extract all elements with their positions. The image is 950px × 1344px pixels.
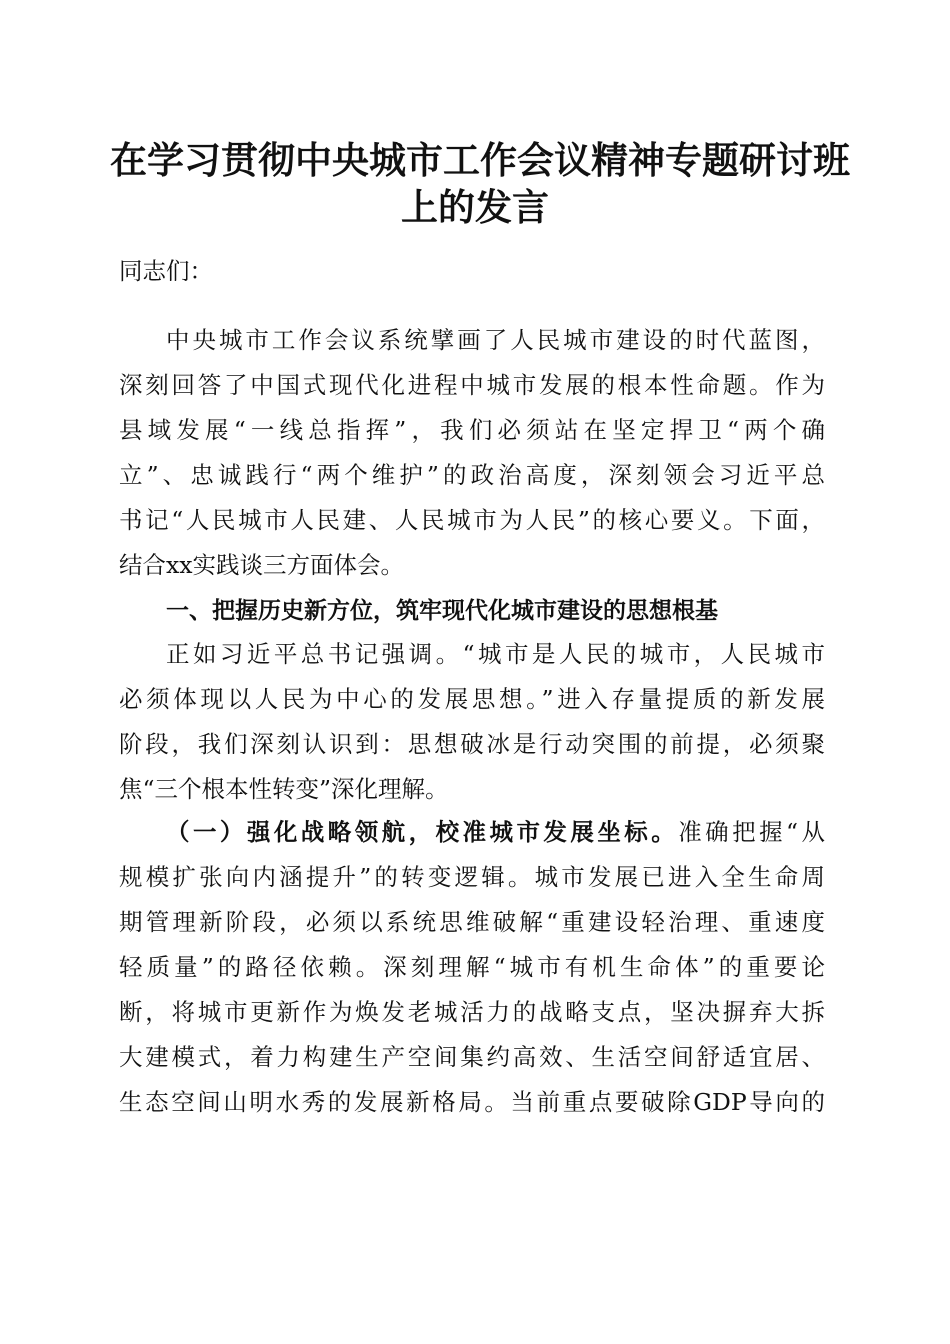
paragraph-3-line-7: 生态空间山明水秀的发展新格局。当前重点要破除GDP导向的 (119, 1088, 825, 1116)
paragraph-2-line-2: 必须体现以人民为中心的发展思想。”进入存量提质的新发展 (119, 685, 825, 713)
document-title-line-1: 在学习贯彻中央城市工作会议精神专题研讨班 (110, 138, 850, 182)
paragraph-3-line-1-rest: 准确把握“从 (678, 818, 826, 846)
paragraph-3-line-6: 大建模式，着力构建生产空间集约高效、生活空间舒适宜居、 (119, 1043, 825, 1071)
paragraph-3-line-5: 断，将城市更新作为焕发老城活力的战略支点，坚决摒弃大拆 (119, 998, 825, 1026)
paragraph-3-line-2: 规模扩张向内涵提升”的转变逻辑。城市发展已进入全生命周 (119, 863, 825, 891)
section-heading-1: 一、把握历史新方位，筑牢现代化城市建设的思想根基 (166, 598, 718, 624)
paragraph-3-line-4: 轻质量”的路径依赖。深刻理解“城市有机生命体”的重要论 (119, 953, 825, 981)
paragraph-1-line-4: 立”、忠诚践行“两个维护”的政治高度，深刻领会习近平总 (119, 461, 825, 489)
paragraph-2-line-4: 焦“三个根本性转变”深化理解。 (119, 775, 449, 803)
paragraph-2-line-1: 正如习近平总书记强调。“城市是人民的城市，人民城市 (166, 640, 825, 668)
paragraph-1-line-5: 书记“人民城市人民建、人民城市为人民”的核心要义。下面， (119, 506, 825, 534)
salutation: 同志们： (119, 257, 213, 285)
paragraph-2-line-3: 阶段，我们深刻认识到：思想破冰是行动突围的前提，必须聚 (119, 730, 825, 758)
paragraph-1-line-2: 深刻回答了中国式现代化进程中城市发展的根本性命题。作为 (119, 371, 825, 399)
paragraph-1-line-1: 中央城市工作会议系统擘画了人民城市建设的时代蓝图， (166, 326, 825, 354)
subheading-1: （一）强化战略领航，校准城市发展坐标。 (166, 818, 679, 846)
paragraph-3-line-1 (166, 810, 825, 855)
paragraph-1-line-3: 县域发展“一线总指挥”，我们必须站在坚定捍卫“两个确 (119, 416, 825, 444)
document-title-line-2: 上的发言 (401, 185, 549, 229)
paragraph-1-line-6: 结合xx实践谈三方面体会。 (119, 551, 405, 579)
paragraph-3-line-3: 期管理新阶段，必须以系统思维破解“重建设轻治理、重速度 (119, 908, 825, 936)
